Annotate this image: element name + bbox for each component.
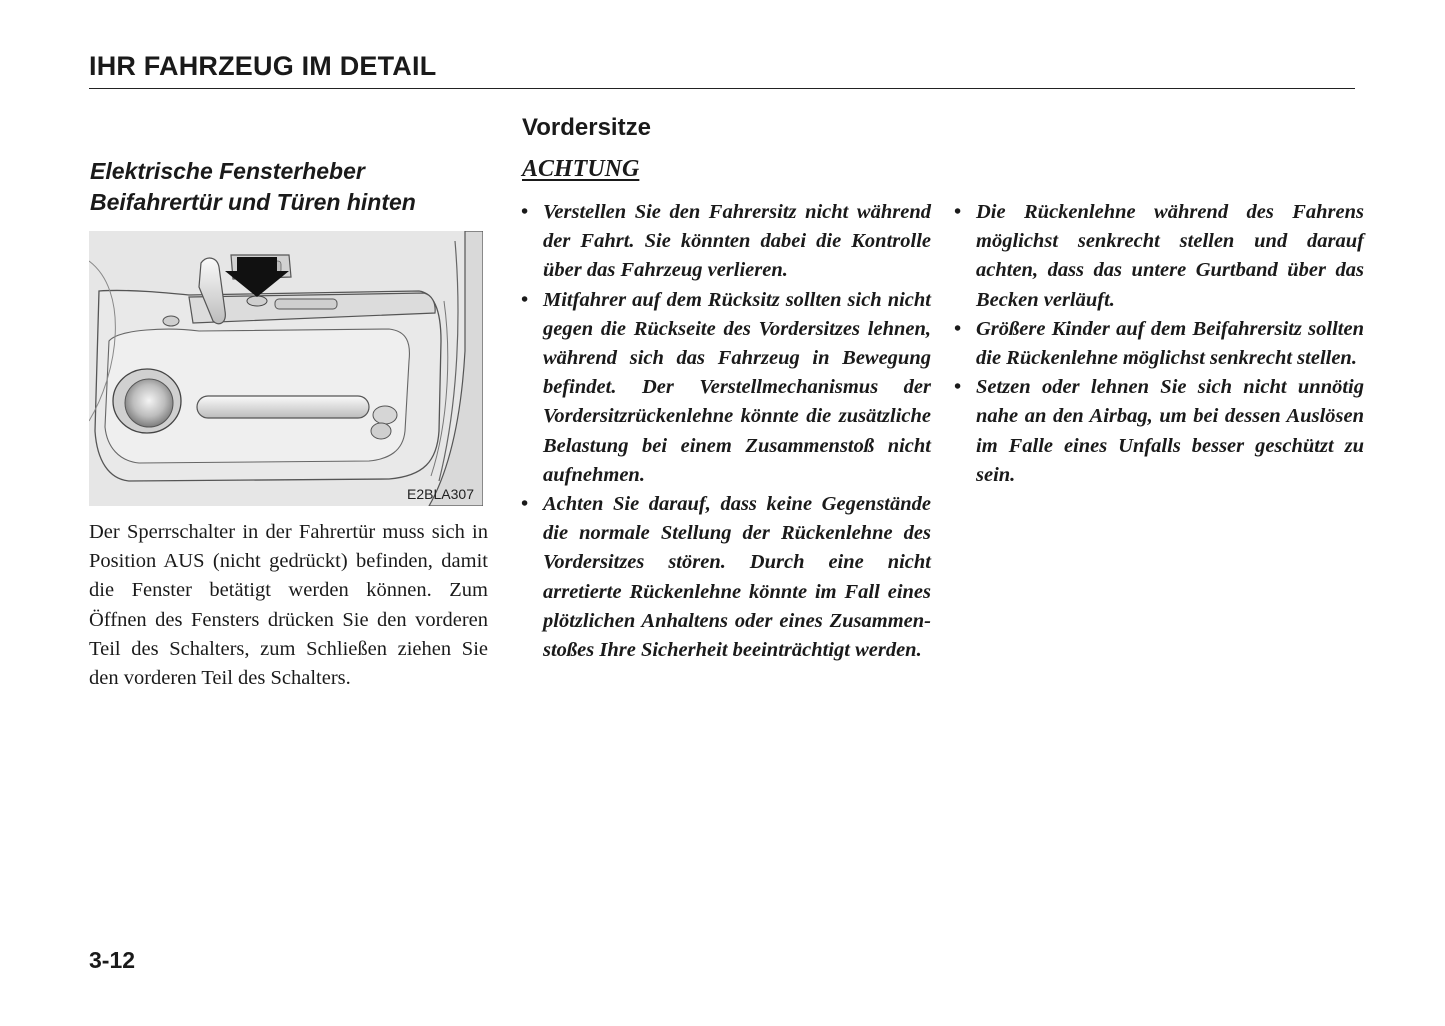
bullet-icon: •: [521, 493, 529, 516]
warning-item-text: Die Rückenlehne während des Fahrens möglichst senkrecht stellen und darauf achten, dass das untere Gurtband über das Becken verläuft.: [976, 201, 1364, 311]
warning-item: [521, 490, 931, 665]
figure-code: E2BLA307: [407, 486, 474, 502]
power-windows-heading: [90, 156, 416, 218]
section-title-front-seats: Vordersitze: [522, 114, 651, 141]
warning-item-text: Setzen oder lehnen Sie sich nicht unnötig nahe an den Airbag, um bei dessen Auslösen im Falle eines Unfalls besser geschützt zu sein.: [976, 376, 1364, 486]
heading-line-2: Beifahrertür und Türen hinten: [90, 189, 416, 215]
lock-switch-description: Der Sperrschalter in der Fahrertür muss sich in Position AUS (nicht gedrückt) befinden, damit die Fenster betätigt werden können. Zum Öffnen des Fensters drücken Sie den vorderen Teil des Schalters, zum Schließen ziehen Sie den vorderen Teil des Schalters.: [89, 521, 488, 690]
warning-item: [521, 198, 931, 286]
header-rule: [89, 88, 1355, 89]
bullet-icon: •: [954, 201, 962, 223]
bullet-icon: •: [954, 317, 962, 340]
warning-item-text: Größere Kinder auf dem Beifahrersitz sollten die Rückenlehne möglichst senkrecht stellen.: [976, 317, 1364, 370]
door-panel-drawing: [89, 231, 483, 506]
warning-list-column-2: [954, 198, 1364, 490]
bullet-icon: •: [521, 201, 529, 223]
warning-item: [954, 198, 1364, 315]
page-header-title: IHR FAHRZEUG IM DETAIL: [89, 51, 437, 81]
warning-label: ACHTUNG: [522, 156, 640, 182]
page-number: 3-12: [89, 947, 136, 973]
warning-item: [954, 315, 1364, 373]
warning-list-column-1: [521, 198, 931, 665]
warning-item-text: Mitfahrer auf dem Rücksitz sollten sich nicht gegen die Rückseite des Vordersitzes lehnen, während sich das Fahrzeug in Bewegung befindet. Der Verstellmechanismus der Vordersitzrückenlehne könnte die zusätzliche Belastung bei einem Zusammenstoß nicht aufnehmen.: [543, 288, 931, 486]
door-panel-illustration: [89, 231, 483, 506]
bullet-icon: •: [521, 288, 529, 311]
warning-item-text: Achten Sie darauf, dass keine Gegenstände die normale Stellung der Rückenlehne des Vordersitzes stören. Durch eine nicht arretierte Rückenlehne könnte im Fall eines plötzlichen Anhaltens oder eines Zusammenstoßes Ihre Sicherheit beeinträchtigt werden.: [543, 493, 931, 662]
bullet-icon: •: [954, 376, 962, 399]
heading-line-1: Elektrische Fensterheber: [90, 158, 365, 184]
warning-item-text: Verstellen Sie den Fahrersitz nicht während der Fahrt. Sie könnten dabei die Kontrolle über das Fahrzeug verlieren.: [543, 201, 931, 282]
warning-item: [954, 373, 1364, 490]
warning-item: [521, 286, 931, 490]
